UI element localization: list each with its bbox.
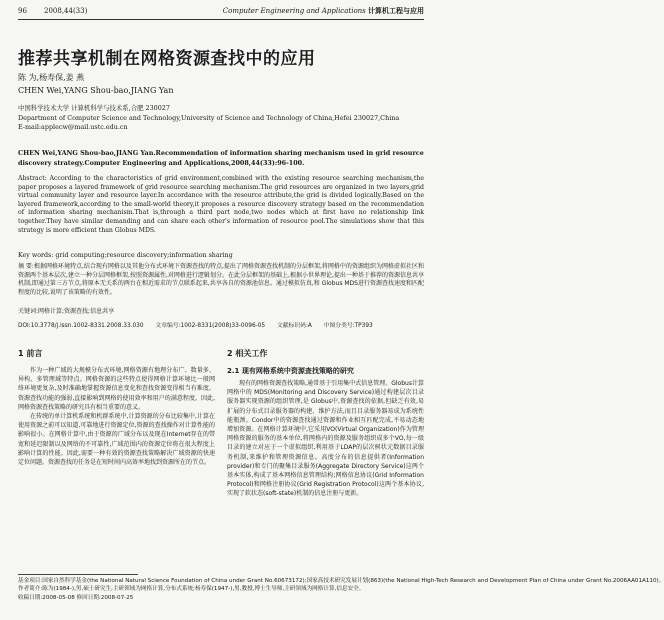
subsection-heading: 2.1 现有网格系统中资源查找策略的研究: [227, 367, 354, 375]
citation-en: CHEN Wei,YANG Shou-bao,JIANG Yan.Recommendation of information sharing mechanism used in grid resource discovery strategy.Computer Engineering and Applications,2008,44(33):96-100.: [18, 149, 424, 167]
journal-name-en: Computer Engineering and Applications: [222, 7, 366, 15]
running-header: [18, 6, 424, 18]
footnote-bio: 作者简介:陈为(1984-),男,硕士研究生,主研领域为网格计算,分布式系统;杨寿保(1947-),男,教授,博士生导师,主研领域为网格计算,信息安全。: [18, 586, 365, 593]
document-code: 文献标识码:A: [276, 323, 312, 329]
section-heading-intro: 1 前言: [18, 349, 43, 358]
abstract-cn: 摘 要:根据网格环境特点,结合现有网格以及其他分布式环境下资源查找的特点,提出了网格资源查找机制的分层框架,将网格中的资源组织为网格虚拟社区和资源两个基本层次,建立一种分层网格框架,按照资源属性,对网格进行逻辑划分。在此分层框架的基础上,根据小世界理论,提出一种基于推荐的资源信息共享机制,即通过第三方节点,将原本无关系的两台在相近需求的节点联系起来,共享各自的资源池信息。通过模拟仿真,和 Globus MDS进行资源查找速度和匹配程度的比较,说明了该策略的有效性。: [18, 263, 424, 296]
affiliation-cn: 中国科学技术大学 计算机科学与技术系,合肥 230027: [18, 104, 170, 112]
authors-cn: 陈 为,杨寿保,姜 燕: [18, 73, 85, 82]
keywords-cn: 关键词:网格计算;资源查找;信息共享: [18, 308, 115, 315]
volume-issue: 2008,44(33): [44, 7, 88, 15]
keywords-en: Key words: grid computing;resource discovery;information sharing: [18, 252, 233, 259]
doi: DOI:10.3778/j.issn.1002-8331.2008.33.030: [18, 323, 144, 329]
affiliation-en: Department of Computer Science and Technology,University of Science and Technology of China,Hefei 230027,China: [18, 113, 400, 122]
related-paragraph-1: 现有的网格资源查找策略,通常基于引用集中式信息管理。Globus计算网格中的 MDS(Monitoring and Discovery Service)通过构建层次目录服务器实现资源的组织管理,是 Globus中,资源查找的依据,但缺乏有效,易扩展的分布式目录服务器的构建、维护方法,而且目录服务器易成为系统性能瓶颈。Condor中的资源查找通过资源和作业相互匹配完成,不易动态地增加资源。在网格计算环境中,它采用VO(Virtual Organization)作为管理网格资源的服务的基本单位,将网格内的资源及服务组织成多个VO,每一级目录的建立对应于一个虚拟组织,利用基于LDAP的层次树状元数据目录服务机制,来维护和管理资源信息。高度分布的信息提供者(Information provider)和专门的聚集目录服务(Aggregate Directory Service)这两个基本实体,构成了基本网格信息管理结构;网格信息协议(Grid Information Protocol)和网格注册协议(Grid Registration Protocol)这两个基本协议,实现了软状态(soft-state)机制的信息注册与更新。: [227, 380, 424, 498]
footnote-fund: 基金项目:国家自然科学基金(the National Natural Science Foundation of China under Grant No.60673172);国家高技术研究发展计划(863)(the National High-Tech Research and Development Plan of China under Grant No.2006AA01A110)。: [18, 578, 664, 584]
paper-title: 推荐共享机制在网格资源查找中的应用: [18, 49, 316, 69]
authors-en: CHEN Wei,YANG Shou-bao,JIANG Yan: [18, 86, 174, 95]
article-number: 文章编号:1002-8331(2008)33-0096-05: [155, 323, 266, 329]
left-column: [18, 344, 215, 467]
section-heading-related: 2 相关工作: [227, 349, 268, 358]
author-email: E-mail:applecw@mail.ustc.edu.cn: [18, 123, 128, 131]
right-column: [227, 344, 424, 499]
footnote-dates: 收稿日期:2008-05-08 修回日期:2008-07-25: [18, 594, 134, 601]
article-meta: [18, 320, 424, 329]
journal-name-cn: 计算机工程与应用: [368, 7, 424, 15]
abstract-en: Abstract: According to the characteristics of grid environment,combined with the existing resource searching mechanism,the paper proposes a layered framework of grid resource searching mechanism.The grid resources are organized in two layers,grid virtual community layer and resource layer.In accordance with the resource attribute,the grid is divided logically.Based on the layered framework,according to the small-world theory,it proposes a resource discovery strategy based on the recommendation of information sharing mechanism.That is,through a third part node,two nodes which at first have no relationship link together.They have similar demanding and can share each other's information of resource pool.The simulations show that this strategy is more efficient than Globus MDS.: [18, 175, 424, 234]
header-rule: [18, 19, 424, 20]
footnote-rule: [18, 574, 138, 575]
page-number: 96: [18, 7, 27, 15]
journal-name: [223, 6, 424, 16]
intro-paragraph-1: 作为一种广域的大规模分布式环境,网格资源有地理分布广、数量多、异构、多管理域等特点。网格资源的这些特点使得网格计算环境比一般网络环境更复杂,及时准确地掌握资源信息变化和查找资源变得相当有难度。资源查找功能的强弱,直接影响到网格的使用效率和用户的满意程度。因此,网格资源查找策略的研究具有相当重要的意义。: [18, 367, 215, 411]
intro-paragraph-2: 在传统的单计算机系统和机群系统中,计算资源的分布比较集中,计算在使用资源之前可以知道,可靠地进行资源定位,资源的查找操作对计算性能的影响很小。在网格计算中,由于资源的广域分布以及现在Internet存在的带宽和延迟限制以及网络的不可靠性,广域范围内的资源定位将在很大程度上影响计算的性能。因此,需要一种有效的资源查找策略解决广域资源的快速定位问题。资源查找的任务是在短时间内高效率地找到资源所在的节点。: [18, 413, 215, 467]
affiliation: [18, 104, 424, 133]
footnotes: [18, 577, 664, 602]
classification-number: 中图分类号:TP393: [323, 323, 373, 329]
